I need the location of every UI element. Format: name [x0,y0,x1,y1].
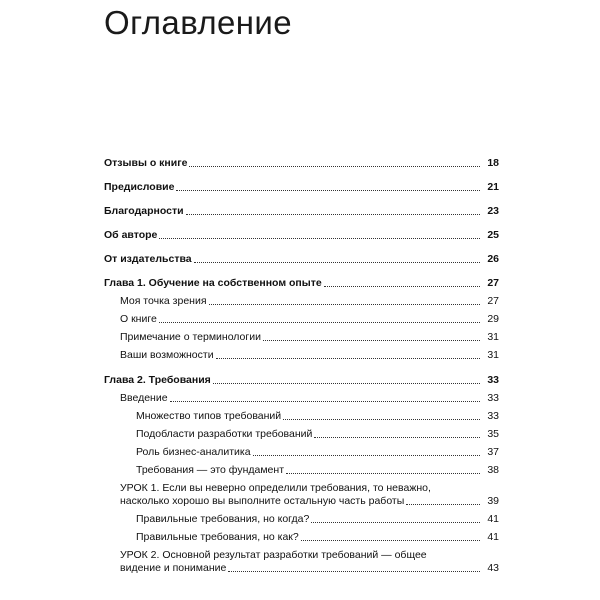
leader-dots [311,522,480,523]
toc-entry-last-line [120,495,499,508]
toc-page-number: 39 [487,495,499,507]
toc-entry-my-viewpoint[interactable] [104,295,499,308]
leader-dots [209,304,480,305]
toc-entry-label: О книге [120,313,157,325]
toc-entry-about-author[interactable] [104,229,499,242]
toc-entry-label: Примечание о терминологии [120,331,261,343]
toc-entry-from-publisher[interactable] [104,253,499,266]
toc-entry-business-analyst-role[interactable] [104,446,499,459]
toc-entry-requirement-types[interactable] [104,410,499,423]
toc-page-number: 38 [487,464,499,476]
toc-entry-label: Моя точка зрения [120,295,207,307]
leader-dots [213,383,480,384]
leader-dots [194,262,480,263]
toc-entry-label: Введение [120,392,168,404]
toc-entry-about-book[interactable] [104,313,499,326]
toc-entry-label: Благодарности [104,205,184,217]
toc-entry-label: Множество типов требований [136,410,282,422]
toc-entry-label: Отзывы о книге [104,157,188,169]
toc-page-number: 37 [487,446,499,458]
toc-page-number: 25 [487,229,499,241]
toc-entry-label-line-1: УРОК 1. Если вы неверно определили требования, то неважно, [120,482,431,494]
toc-entry-label-line-1: УРОК 2. Основной результат разработки требований — общее [120,549,427,561]
leader-dots [314,437,480,438]
leader-dots [189,166,480,167]
toc-entry-requirement-subdomains[interactable] [104,428,499,441]
toc-page-number: 35 [487,428,499,440]
toc-page-number: 23 [487,205,499,217]
toc-page-number: 41 [487,531,499,543]
leader-dots [253,455,480,456]
leader-dots [170,401,480,402]
toc-entry-right-requirements-how[interactable] [104,531,499,544]
toc-entry-label: От издательства [104,253,192,265]
toc-entry-label-line-2: насколько хорошо вы выполните остальную часть работы [120,495,405,507]
toc-page-number: 26 [487,253,499,265]
toc-entry-label-line-2: видение и понимание [120,562,227,574]
toc-page-number: 31 [487,331,499,343]
toc-page-number: 33 [487,374,499,386]
toc-entry-label: Глава 1. Обучение на собственном опыте [104,277,322,289]
toc-entry-label: Требования — это фундамент [136,464,284,476]
toc-entry-preface[interactable] [104,181,499,194]
toc-entry-terminology-note[interactable] [104,331,499,344]
leader-dots [159,238,480,239]
leader-dots [301,540,480,541]
leader-dots [186,214,480,215]
toc-page-number: 29 [487,313,499,325]
toc-entry-last-line [120,562,499,575]
toc-entry-introduction[interactable] [104,392,499,405]
toc-entry-reviews[interactable] [104,157,499,170]
toc-page-number: 27 [487,295,499,307]
toc-entry-label: Глава 2. Требования [104,374,211,386]
toc-entry-right-requirements-when[interactable] [104,513,499,526]
leader-dots [159,322,480,323]
leader-dots [324,286,480,287]
leader-dots [263,340,480,341]
leader-dots [286,473,480,474]
toc-entry-requirements-foundation[interactable] [104,464,499,477]
table-of-contents [104,157,499,575]
toc-entry-chapter-1[interactable] [104,277,499,290]
toc-page-number: 18 [487,157,499,169]
toc-entry-lesson-1[interactable] [104,482,499,508]
leader-dots [176,190,480,191]
leader-dots [228,571,480,572]
page-title: Оглавление [104,4,292,41]
toc-entry-label: Правильные требования, но когда? [136,513,310,525]
toc-entry-label: Роль бизнес-аналитика [136,446,251,458]
toc-page-number: 43 [487,562,499,574]
toc-page-number: 27 [487,277,499,289]
toc-entry-label: Предисловие [104,181,175,193]
toc-page-number: 33 [487,392,499,404]
toc-entry-label: Подобласти разработки требований [136,428,313,440]
toc-entry-acknowledgments[interactable] [104,205,499,218]
toc-page-number: 41 [487,513,499,525]
toc-entry-lesson-2[interactable] [104,549,499,575]
leader-dots [216,358,480,359]
toc-page-number: 33 [487,410,499,422]
leader-dots [406,504,480,505]
toc-entry-your-opportunities[interactable] [104,349,499,362]
toc-entry-chapter-2[interactable] [104,374,499,387]
leader-dots [283,419,480,420]
toc-entry-label: Правильные требования, но как? [136,531,299,543]
toc-page-number: 31 [487,349,499,361]
toc-entry-label: Ваши возможности [120,349,214,361]
toc-page-number: 21 [487,181,499,193]
toc-entry-label: Об авторе [104,229,158,241]
